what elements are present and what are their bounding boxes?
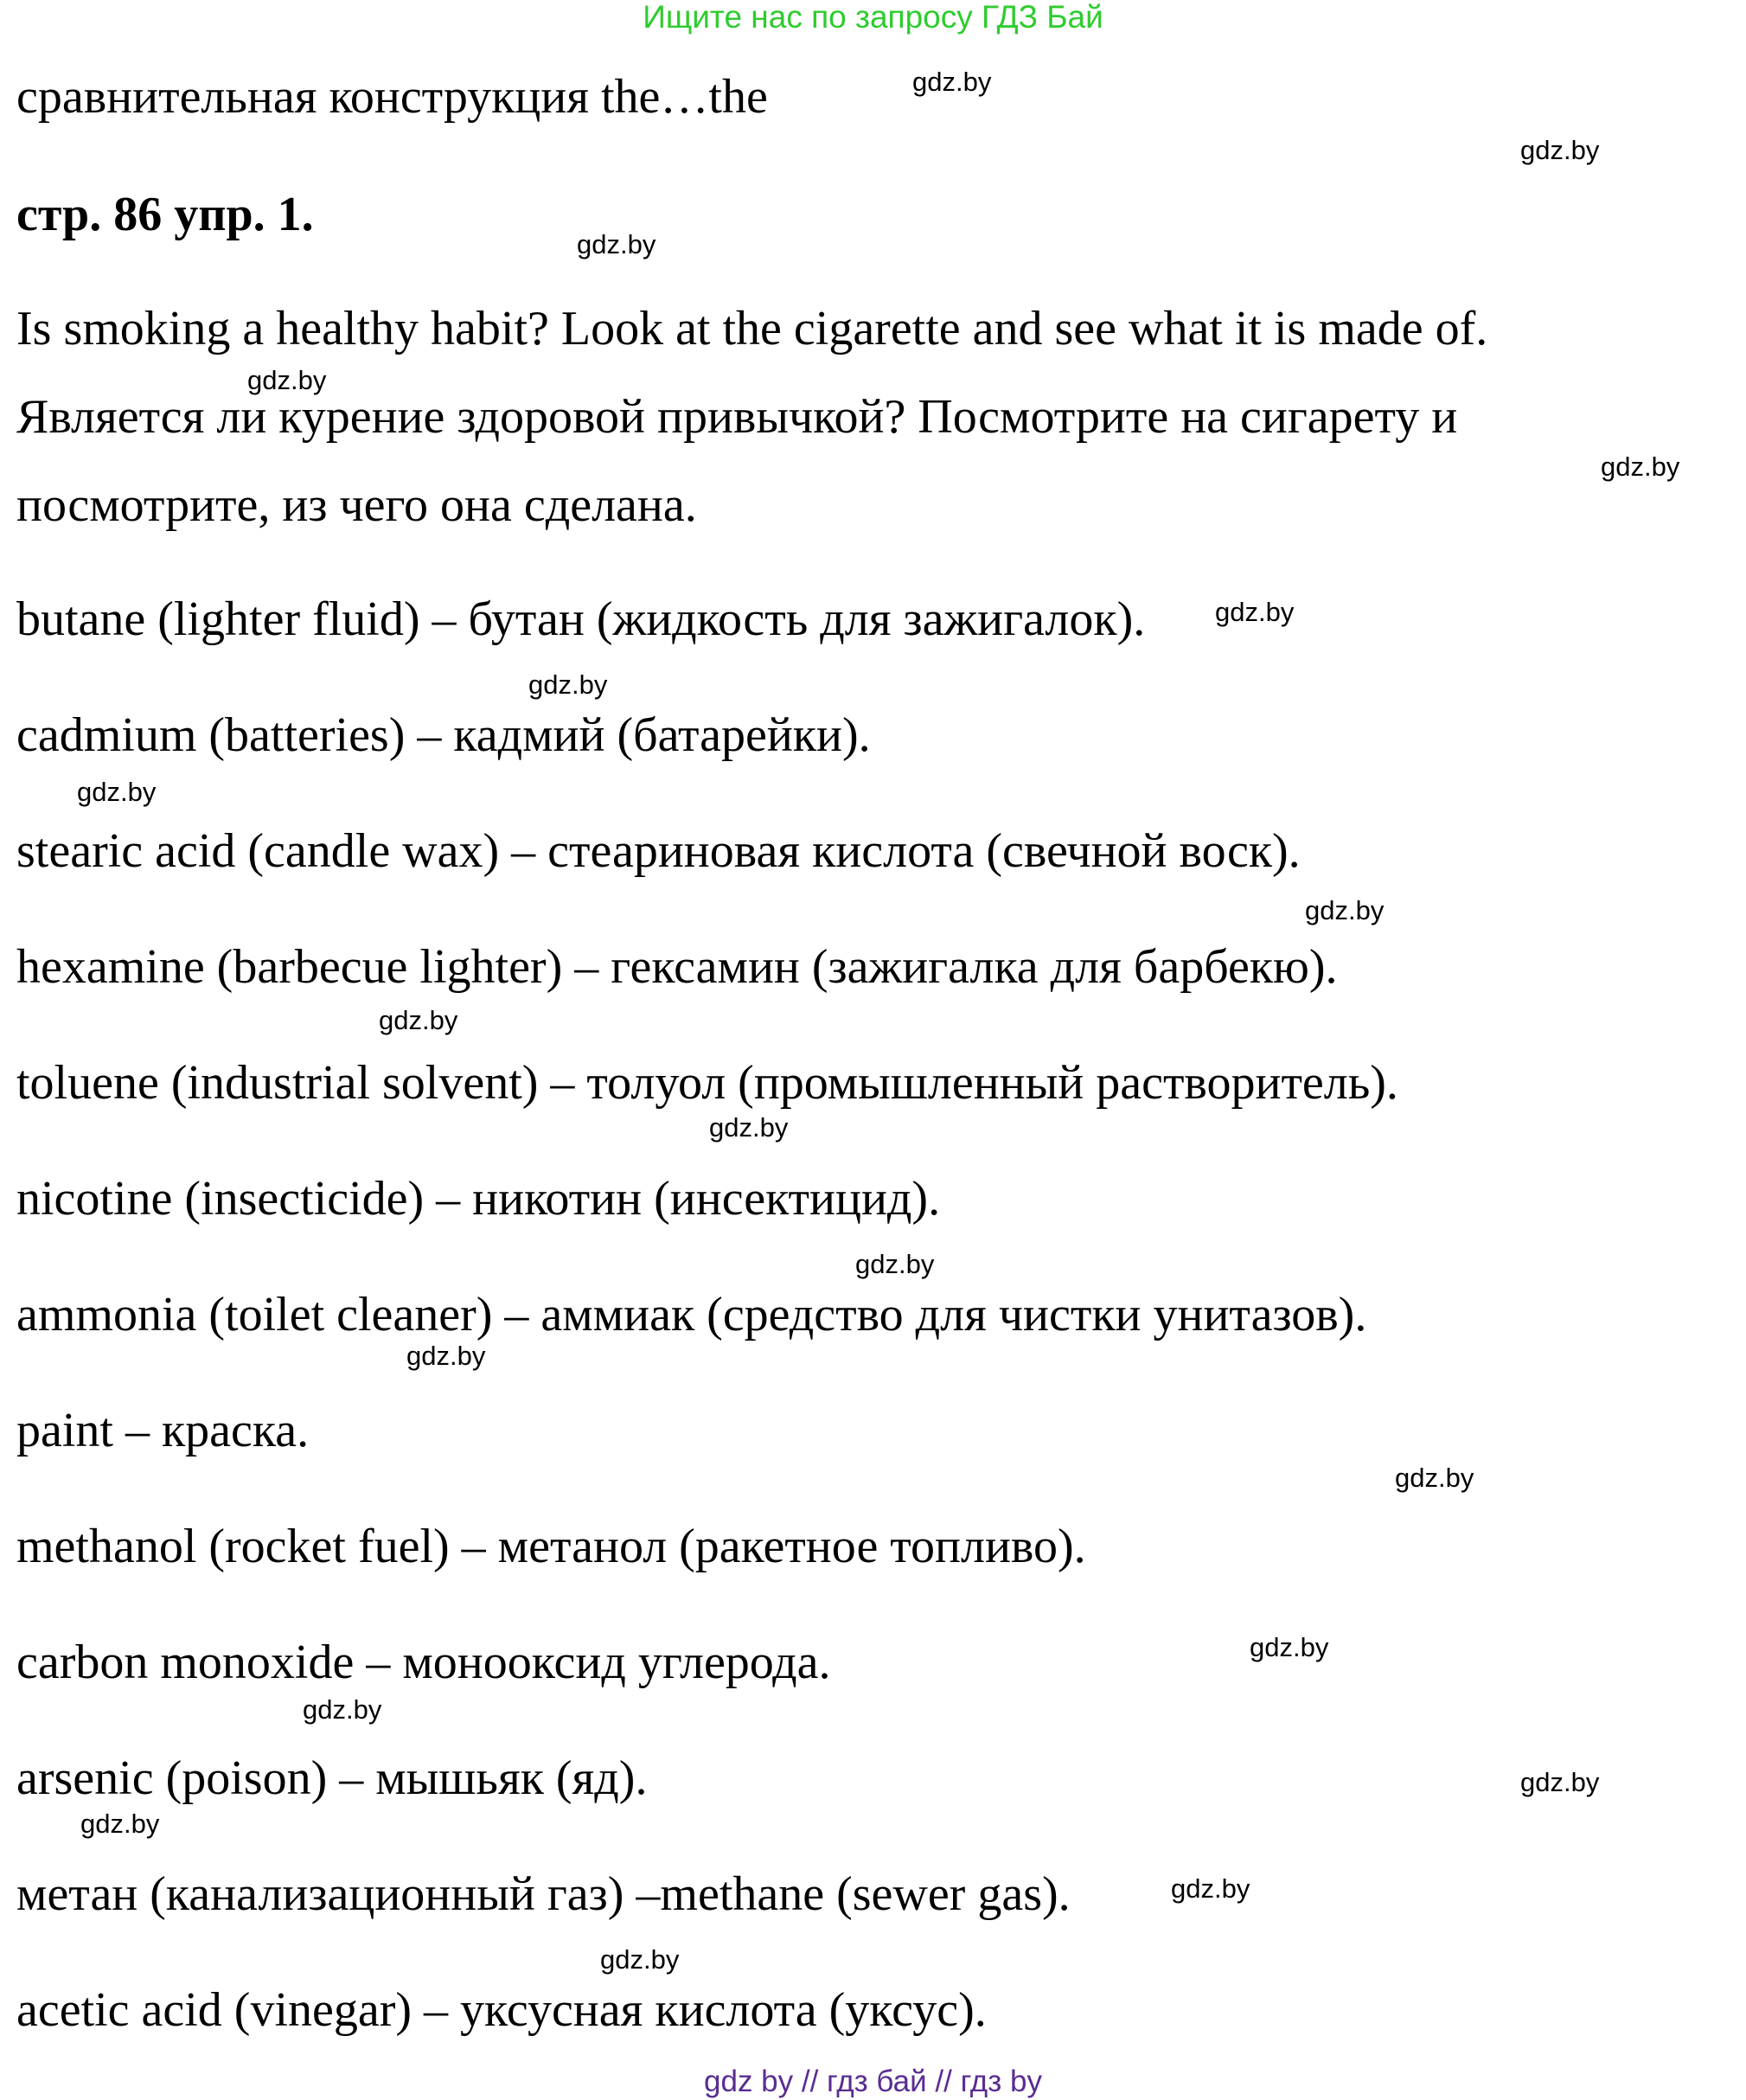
watermark: gdz.by [1395, 1463, 1474, 1493]
watermark: gdz.by [709, 1112, 789, 1143]
ingredient-item: stearic acid (candle wax) – стеариновая кислота (свечной воск). [16, 824, 1301, 878]
search-banner: Ищите нас по запросу ГДЗ Бай [643, 0, 1103, 35]
watermark: gdz.by [600, 1944, 680, 1975]
task-english: Is smoking a healthy habit? Look at the cigarette and see what it is made of. [16, 302, 1488, 355]
watermark: gdz.by [80, 1809, 160, 1839]
ingredient-item: nicotine (insecticide) – никотин (инсектицид). [16, 1172, 941, 1226]
watermark: gdz.by [577, 229, 656, 259]
watermark: gdz.by [528, 669, 608, 700]
watermark: gdz.by [912, 67, 992, 97]
watermark: gdz.by [1601, 451, 1680, 482]
task-russian-line-2: посмотрите, из чего она сделана. [16, 478, 697, 532]
ingredient-item: hexamine (barbecue lighter) – гексамин (зажигалка для барбекю). [16, 940, 1338, 994]
watermark: gdz.by [247, 365, 327, 395]
exercise-heading: стр. 86 упр. 1. [16, 188, 314, 241]
ingredient-item: carbon monoxide – монооксид углерода. [16, 1636, 831, 1689]
ingredient-item: arsenic (poison) – мышьяк (яд). [16, 1751, 648, 1805]
topic-line: сравнительная конструкция the…the [16, 70, 768, 124]
watermark: gdz.by [855, 1249, 935, 1279]
watermark: gdz.by [77, 777, 157, 807]
watermark: gdz.by [303, 1694, 382, 1725]
ingredient-item: ammonia (toilet cleaner) – аммиак (средство для чистки унитазов). [16, 1288, 1367, 1341]
footer-links: gdz by // гдз бай // гдз by [704, 2065, 1042, 2098]
ingredient-item: cadmium (batteries) – кадмий (батарейки). [16, 708, 871, 762]
watermark: gdz.by [1520, 135, 1600, 165]
watermark: gdz.by [1305, 895, 1385, 925]
ingredient-item: acetic acid (vinegar) – уксусная кислота (уксус). [16, 1983, 987, 2037]
watermark: gdz.by [1520, 1767, 1600, 1797]
ingredient-item: butane (lighter fluid) – бутан (жидкость для зажигалок). [16, 592, 1146, 646]
watermark: gdz.by [406, 1341, 486, 1371]
watermark: gdz.by [1250, 1632, 1329, 1662]
ingredient-item: methanol (rocket fuel) – метанол (ракетное топливо). [16, 1520, 1086, 1573]
ingredient-item: метан (канализационный газ) –methane (sewer gas). [16, 1867, 1071, 1921]
ingredient-item: toluene (industrial solvent) – толуол (промышленный растворитель). [16, 1056, 1398, 1110]
watermark: gdz.by [379, 1005, 458, 1035]
watermark: gdz.by [1171, 1873, 1250, 1904]
watermark: gdz.by [1215, 597, 1295, 627]
task-russian-line-1: Является ли курение здоровой привычкой? Посмотрите на сигарету и [16, 390, 1458, 444]
ingredient-item: paint – краска. [16, 1404, 310, 1457]
